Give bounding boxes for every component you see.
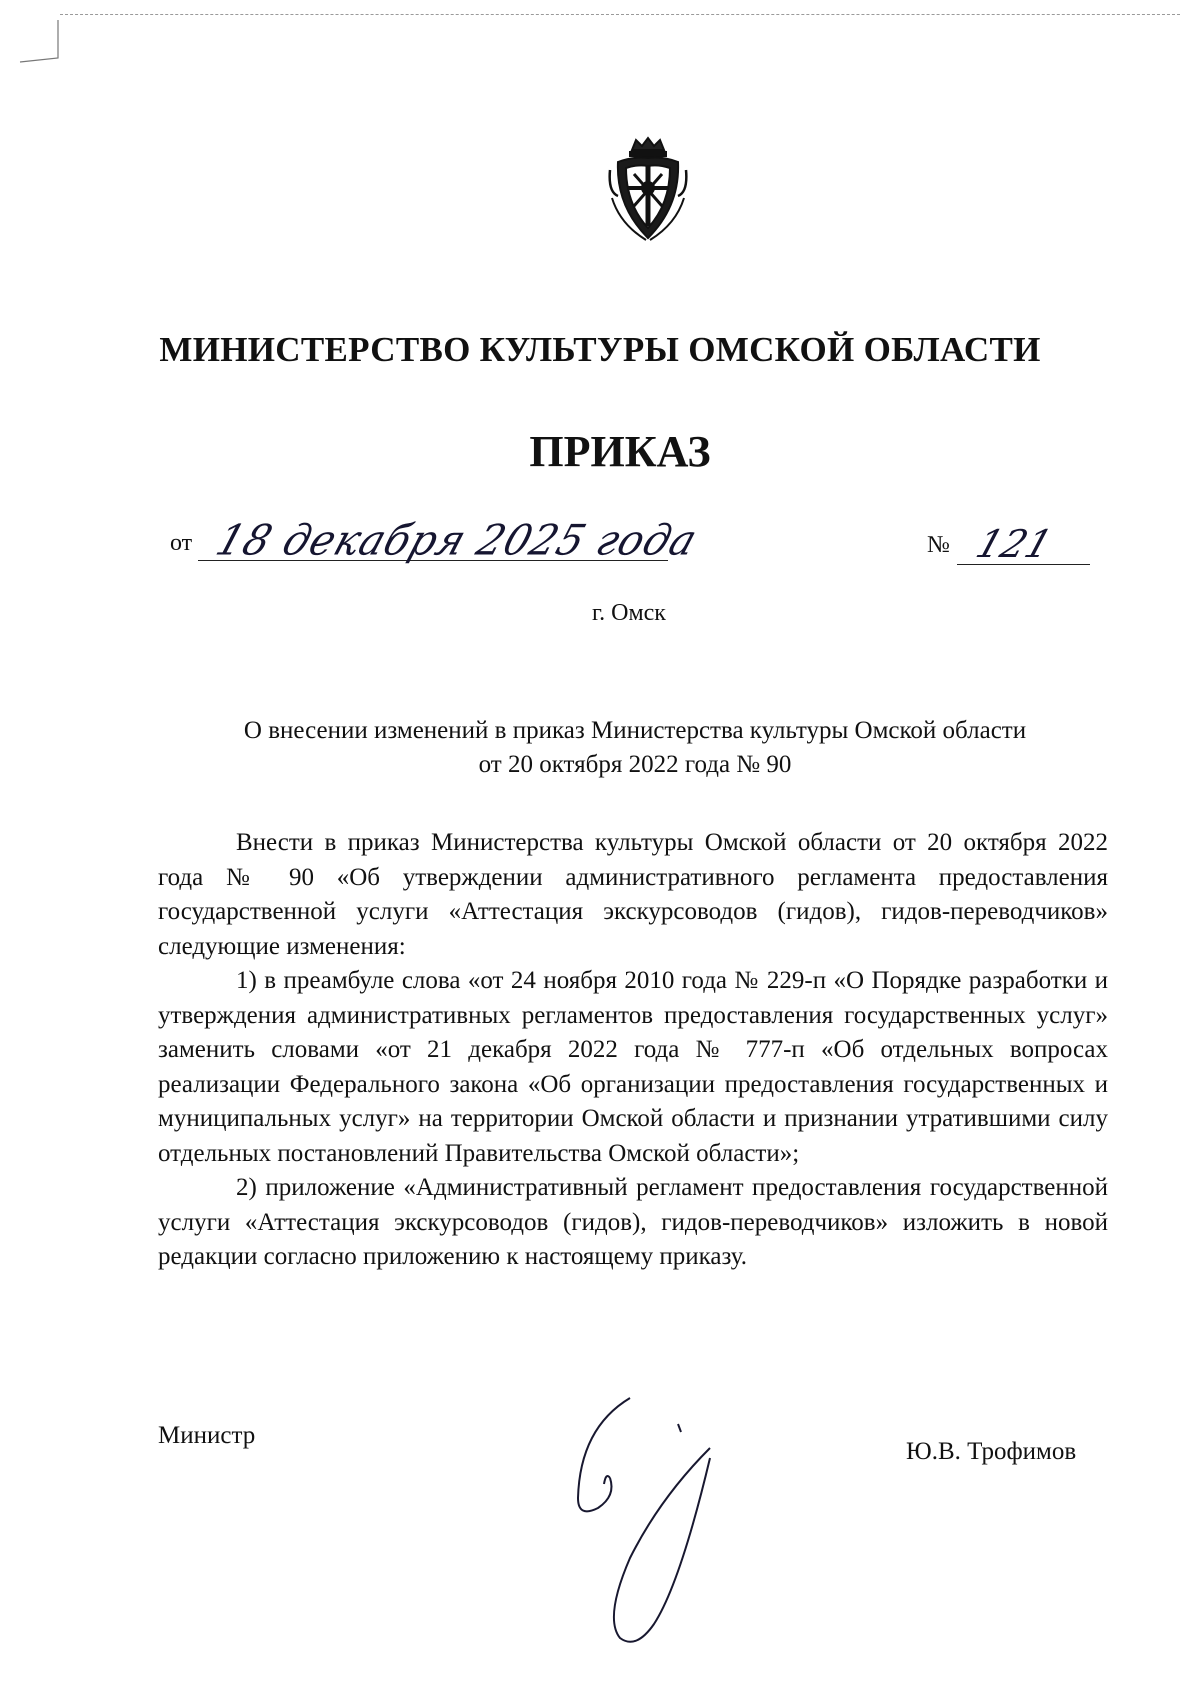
handwritten-date: 18 декабря 2025 года [210, 516, 704, 566]
body-item-1: 1) в преамбуле слова «от 24 ноября 2010 года № 229-п «О Порядке разработки и утверждения административных регламентов предоставления государственных услуг» заменить словами «от 21 декабря 2022 года № 777-п «Об отдельных вопросах реализации Федерального закона «Об организации предоставления государственных и муниципальных услуг» на территории Омской области и признании утратившими силу отдельных постановлений Правительства Омской области»; [158, 967, 1108, 1167]
signatory-title: Министр [158, 1422, 256, 1449]
subject-line-1: О внесении изменений в приказ Министерства культуры Омской области [243, 717, 1027, 744]
date-prefix: от [170, 530, 193, 556]
signatory-name: Ю.В. Трофимов [906, 1438, 1077, 1465]
scan-edge-line [60, 14, 1180, 15]
document-type: ПРИКАЗ [529, 427, 711, 476]
omsk-coat-of-arms-icon [606, 136, 690, 244]
body-intro: Внести в приказ Министерства культуры Омской области от 20 октября 2022 года № 90 «Об утверждении административного регламента предоставления государственной услуги «Аттестация экскурсоводов (гидов), гидов-переводчиков» следующие изменения: [158, 829, 1108, 960]
city-name: г. Омск [592, 600, 666, 626]
handwritten-number: 121 [970, 522, 1058, 566]
ministry-name: МИНИСТЕРСТВО КУЛЬТУРЫ ОМСКОЙ ОБЛАСТИ [159, 330, 1041, 369]
order-subject [180, 714, 1090, 782]
scan-corner-mark [18, 18, 62, 64]
date-number-row [170, 516, 1090, 580]
number-prefix: № [927, 532, 950, 558]
handwritten-signature [570, 1388, 720, 1648]
subject-line-2: от 20 октября 2022 года № 90 [478, 751, 792, 778]
order-body [158, 826, 1108, 1275]
body-item-2: 2) приложение «Административный регламент предоставления государственной услуги «Аттестация экскурсоводов (гидов), гидов-переводчиков» изложить в новой редакции согласно приложению к настоящему приказу. [158, 1174, 1108, 1270]
